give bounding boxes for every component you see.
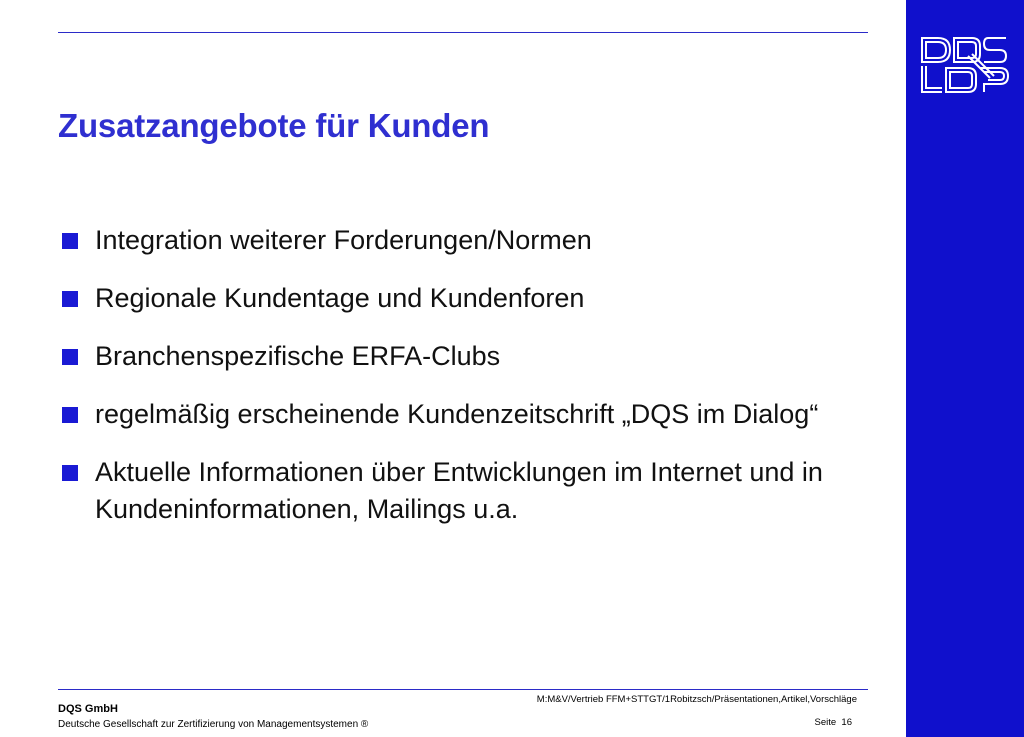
bullet-item [62, 280, 862, 317]
brand-sidebar [906, 0, 1024, 737]
bullet-text: Branchenspezifische ERFA-Clubs [95, 341, 501, 371]
page-number: 16 [841, 717, 852, 728]
bullet-text: regelmäßig erscheinende Kundenzeitschrift „DQS im Dialog“ [95, 399, 819, 429]
square-bullet-icon [62, 291, 78, 307]
bullet-item [62, 396, 862, 433]
bullet-text: Aktuelle Informationen über Entwicklungen im Internet und in Kundeninformationen, Mailings u.a. [95, 457, 823, 524]
company-full-name: Deutsche Gesellschaft zur Zertifizierung von Managementsystemen ® [58, 719, 369, 730]
top-divider [58, 32, 868, 33]
bullet-text: Integration weiterer Forderungen/Normen [95, 225, 592, 255]
slide-title: Zusatzangebote für Kunden [58, 107, 490, 144]
square-bullet-icon [62, 349, 78, 365]
company-name: DQS GmbH [58, 703, 118, 715]
square-bullet-icon [62, 465, 78, 481]
bullet-item [62, 338, 862, 375]
file-path: M:M&V/Vertrieb FFM+STTGT/1Robitzsch/Präsentationen,Artikel,Vorschläge [536, 694, 857, 705]
dqs-logo [920, 34, 1010, 96]
square-bullet-icon [62, 407, 78, 423]
bullet-list [62, 222, 862, 549]
bullet-item [62, 222, 862, 259]
bullet-text: Regionale Kundentage und Kundenforen [95, 283, 585, 313]
page-label: Seite [814, 717, 837, 728]
page-info [814, 717, 852, 728]
bullet-item [62, 454, 862, 528]
square-bullet-icon [62, 233, 78, 249]
bottom-divider [58, 689, 868, 690]
